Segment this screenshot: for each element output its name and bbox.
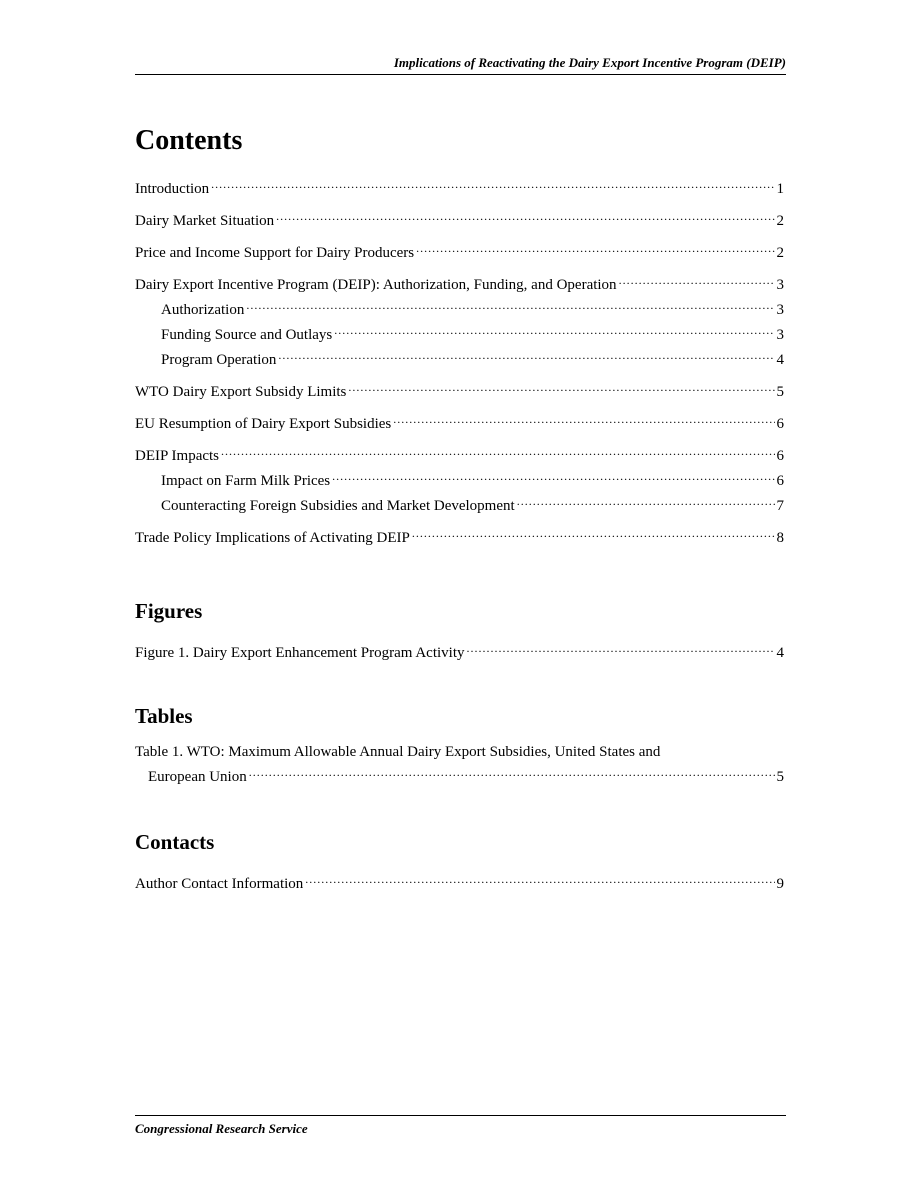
contacts-heading: Contacts bbox=[135, 830, 215, 854]
toc-entry-title: Authorization bbox=[161, 302, 245, 318]
toc-entry-page: 1 bbox=[776, 181, 784, 197]
toc-entry-page: 6 bbox=[776, 473, 784, 489]
toc-entry-page: 3 bbox=[776, 302, 784, 318]
toc-entry-wto-subsidy-limits[interactable] bbox=[135, 377, 784, 402]
toc-entry-deip-impacts[interactable] bbox=[135, 441, 784, 466]
running-header: Implications of Reactivating the Dairy Export Incentive Program (DEIP) bbox=[135, 55, 786, 75]
dot-leader bbox=[348, 377, 774, 396]
dot-leader bbox=[412, 523, 775, 542]
tables-section bbox=[135, 703, 784, 787]
toc-entry-title: Counteracting Foreign Subsidies and Market Development bbox=[161, 498, 515, 514]
dot-leader bbox=[249, 762, 775, 781]
toc-entry-page: 5 bbox=[776, 384, 784, 400]
dot-leader bbox=[276, 206, 774, 225]
toc-entry-page: 8 bbox=[776, 530, 784, 546]
toc-entry-title: Introduction bbox=[135, 181, 210, 197]
toc-entry-title: DEIP Impacts bbox=[135, 448, 220, 464]
dot-leader bbox=[467, 638, 775, 657]
toc-entry-title: Dairy Export Incentive Program (DEIP): Authorization, Funding, and Operation bbox=[135, 277, 617, 293]
toc-entry-counteracting-foreign-subsidies[interactable] bbox=[135, 491, 784, 516]
toc-entry-page: 2 bbox=[776, 213, 784, 229]
toc-entry-funding-source-outlays[interactable] bbox=[135, 320, 784, 345]
dot-leader bbox=[211, 174, 774, 193]
dot-leader bbox=[246, 295, 774, 314]
toc-entry-page: 4 bbox=[776, 352, 784, 368]
running-footer: Congressional Research Service bbox=[135, 1115, 786, 1137]
table-of-contents bbox=[135, 124, 784, 894]
toc-entry-dairy-market-situation[interactable] bbox=[135, 206, 784, 231]
dot-leader bbox=[393, 409, 774, 428]
toc-entry-title-line-1: Table 1. WTO: Maximum Allowable Annual Dairy Export Subsidies, United States and bbox=[135, 744, 661, 760]
toc-entry-price-income-support[interactable] bbox=[135, 238, 784, 263]
toc-entry-trade-policy-implications[interactable] bbox=[135, 523, 784, 548]
toc-entry-page: 4 bbox=[776, 645, 784, 661]
tables-heading: Tables bbox=[135, 704, 193, 728]
toc-entry-title: Price and Income Support for Dairy Producers bbox=[135, 245, 415, 261]
toc-entry-authorization[interactable] bbox=[135, 295, 784, 320]
toc-entry-title: Impact on Farm Milk Prices bbox=[161, 473, 331, 489]
toc-entry-table-1[interactable] bbox=[135, 743, 784, 787]
toc-entry-impact-farm-milk-prices[interactable] bbox=[135, 466, 784, 491]
figures-heading: Figures bbox=[135, 599, 203, 623]
toc-entry-title: Funding Source and Outlays bbox=[161, 327, 333, 343]
toc-entry-title: Dairy Market Situation bbox=[135, 213, 275, 229]
dot-leader bbox=[334, 320, 774, 339]
dot-leader bbox=[416, 238, 774, 257]
toc-entry-eu-resumption[interactable] bbox=[135, 409, 784, 434]
toc-entry-program-operation[interactable] bbox=[135, 345, 784, 370]
toc-entry-title-line-2: European Union bbox=[148, 769, 247, 785]
toc-entry-title: Trade Policy Implications of Activating DEIP bbox=[135, 530, 410, 546]
toc-entry-page: 3 bbox=[776, 277, 784, 293]
figures-section bbox=[135, 598, 784, 663]
toc-entry-title: Author Contact Information bbox=[135, 876, 304, 892]
toc-entry-title: Program Operation bbox=[161, 352, 277, 368]
toc-entry-page: 5 bbox=[776, 769, 784, 785]
dot-leader bbox=[278, 345, 774, 364]
toc-entry-title: Figure 1. Dairy Export Enhancement Program Activity bbox=[135, 645, 465, 661]
toc-entry-page: 3 bbox=[776, 327, 784, 343]
toc-entry-figure-1[interactable] bbox=[135, 638, 784, 663]
toc-entry-page: 6 bbox=[776, 416, 784, 432]
contents-section bbox=[135, 124, 784, 548]
dot-leader bbox=[619, 270, 775, 289]
dot-leader bbox=[305, 869, 774, 888]
toc-entry-title: EU Resumption of Dairy Export Subsidies bbox=[135, 416, 392, 432]
toc-entry-title: WTO Dairy Export Subsidy Limits bbox=[135, 384, 347, 400]
toc-entry-page: 6 bbox=[776, 448, 784, 464]
toc-entry-page: 9 bbox=[776, 876, 784, 892]
toc-entry-author-contact[interactable] bbox=[135, 869, 784, 894]
dot-leader bbox=[221, 441, 774, 460]
toc-entry-page: 7 bbox=[776, 498, 784, 514]
toc-entry-deip-authorization-funding-operation[interactable] bbox=[135, 270, 784, 295]
toc-entry-continuation bbox=[135, 762, 784, 787]
toc-entry-page: 2 bbox=[776, 245, 784, 261]
dot-leader bbox=[517, 491, 775, 510]
contacts-section bbox=[135, 829, 784, 894]
toc-entry-introduction[interactable] bbox=[135, 174, 784, 199]
dot-leader bbox=[332, 466, 774, 485]
contents-heading: Contents bbox=[135, 125, 243, 156]
